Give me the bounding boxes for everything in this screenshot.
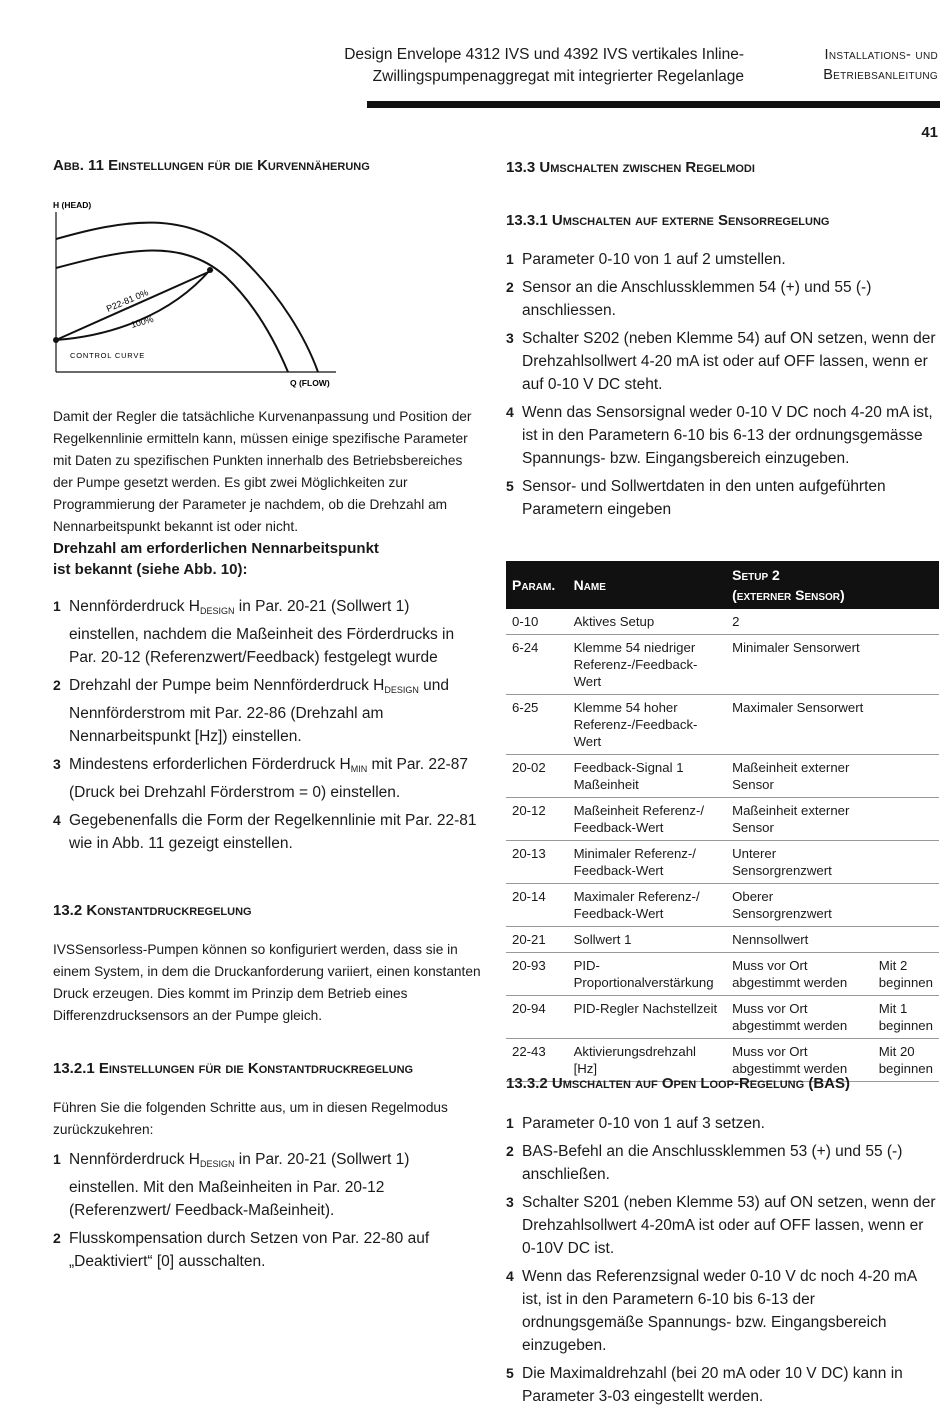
external-sensor-steps xyxy=(506,248,938,526)
table-cell xyxy=(873,841,939,884)
label-100: 100% xyxy=(129,313,155,330)
column-header-param: Param. xyxy=(506,561,568,609)
open-loop-steps xyxy=(506,1112,938,1413)
list-item: 1 Nennförderdruck $H_{DESIGN}$ in Par. 20-21 (Sollwert 1) einstellen. Mit den Maßeinheiten in Par. 20-12 (Referenzwert/ Feedback-Maßeinheit). xyxy=(53,1151,410,1219)
section-13-3-1-heading: 13.3.1 Umschalten auf externe Sensorregelung xyxy=(506,212,830,229)
table-cell: Mit 20 beginnen xyxy=(873,1039,939,1082)
table-cell: Unterer Sensorgrenzwert xyxy=(726,841,873,884)
table-cell: Maximaler Sensorwert xyxy=(726,695,873,755)
label-p22: P22-81 0% xyxy=(104,287,150,314)
list-item: 1 Parameter 0-10 von 1 auf 3 setzen. xyxy=(506,1115,765,1132)
section-13-2-1-text: Führen Sie die folgenden Schritte aus, um in diesen Regelmodus zurückzukehren: xyxy=(53,1100,448,1137)
section-13-3-heading: 13.3 Umschalten zwischen Regelmodi xyxy=(506,159,755,176)
list-item: 2 Sensor an die Anschlussklemmen 54 (+) und 55 (-) anschliessen. xyxy=(506,279,872,319)
table-row xyxy=(506,996,939,1039)
table-row xyxy=(506,609,939,635)
table-cell: 20-12 xyxy=(506,798,568,841)
column-header-note xyxy=(873,561,939,609)
table-cell: 0-10 xyxy=(506,609,568,635)
table-cell xyxy=(873,755,939,798)
x-axis-label: Q (FLOW) xyxy=(290,378,330,388)
table-cell: Feedback-Signal 1 Maßeinheit xyxy=(568,755,727,798)
table-cell: Klemme 54 hoher Referenz-/Feedback-Wert xyxy=(568,695,727,755)
table-cell: Sollwert 1 xyxy=(568,927,727,953)
list-item: 4 Wenn das Referenzsignal weder 0-10 V dc noch 4-20 mA ist, ist in den Parametern 6-10 bis 6-13 der ordnungsgemäße Spannungs- bzw. Eingangsbereich einzugeben. xyxy=(506,1268,917,1354)
table-cell: 20-02 xyxy=(506,755,568,798)
table-cell: Nennsollwert xyxy=(726,927,873,953)
list-item: 3 Mindestens erforderlichen Förderdruck $H_{MIN}$ mit Par. 22-87 (Druck bei Drehzahl Förderstrom = 0) einstellen. xyxy=(53,756,468,801)
list-item: 1 Parameter 0-10 von 1 auf 2 umstellen. xyxy=(506,251,786,268)
table-cell xyxy=(873,798,939,841)
table-cell: 20-94 xyxy=(506,996,568,1039)
table-cell: Aktives Setup xyxy=(568,609,727,635)
list-item: 4 Wenn das Sensorsignal weder 0-10 V DC noch 4-20 mA ist, ist in den Parametern 6-10 bis 6-13 der ordnungsgemässe Spannungs- bzw. Eingangsbereich einzugeben. xyxy=(506,404,933,467)
table-cell: Minimaler Referenz-/ Feedback-Wert xyxy=(568,841,727,884)
design-point xyxy=(207,267,213,273)
table-cell: Muss vor Ort abgestimmt werden xyxy=(726,1039,873,1082)
table-cell xyxy=(873,609,939,635)
table-cell: 22-43 xyxy=(506,1039,568,1082)
table-cell: 2 xyxy=(726,609,873,635)
constant-pressure-steps xyxy=(53,1148,481,1278)
table-cell: Minimaler Sensorwert xyxy=(726,635,873,695)
table-cell: PID-Proportionalverstärkung xyxy=(568,953,727,996)
control-line-0 xyxy=(56,270,213,340)
list-item: 3 Schalter S201 (neben Klemme 53) auf ON setzen, wenn der Drehzahlsollwert 4-20mA ist oder auf OFF lassen, wenn er 0-10V DC ist. xyxy=(506,1194,936,1257)
column-header-setup2: Setup 2 (externer Sensor) xyxy=(726,561,873,609)
section-13-2-text: IVSSensorless-Pumpen können so konfiguriert werden, dass sie in einem System, in dem die Druckanforderung variiert, einen konstanten Druck erzeugen. Dies kommt im Prinzip dem Betrieb eines Differenzdrucksensors an der Pumpe gleich. xyxy=(53,942,481,1023)
origin-point xyxy=(53,337,59,343)
table-cell: Maximaler Referenz-/ Feedback-Wert xyxy=(568,884,727,927)
table-cell: Muss vor Ort abgestimmt werden xyxy=(726,996,873,1039)
table-cell xyxy=(873,695,939,755)
table-cell xyxy=(873,927,939,953)
table-cell: 6-25 xyxy=(506,695,568,755)
table-row xyxy=(506,884,939,927)
figure-caption: Abb. 11 Einstellungen für die Kurvennäherung xyxy=(53,157,370,174)
table-row xyxy=(506,635,939,695)
table-cell: 6-24 xyxy=(506,635,568,695)
table-cell: 20-93 xyxy=(506,953,568,996)
table-cell: Oberer Sensorgrenzwert xyxy=(726,884,873,927)
list-item: 2 Drehzahl der Pumpe beim Nennförderdruck $H_{DESIGN}$ und Nennförderstrom mit Par. 22-86 (Drehzahl am Nennarbeitspunkt [Hz]) einstellen. xyxy=(53,677,450,745)
list-item: 2 Flusskompensation durch Setzen von Par. 22-80 auf „Deaktiviert“ [0] ausschalten. xyxy=(53,1230,430,1270)
column-header-name: Name xyxy=(568,561,727,609)
table-header-row xyxy=(506,561,939,609)
table-row xyxy=(506,841,939,884)
table-cell xyxy=(873,635,939,695)
table-row xyxy=(506,927,939,953)
table-cell: Muss vor Ort abgestimmt werden xyxy=(726,953,873,996)
table-cell: Klemme 54 niedriger Referenz-/Feedback-Wert xyxy=(568,635,727,695)
intro-paragraph: Damit der Regler die tatsächliche Kurvenanpassung und Position der Regelkennlinie ermitteln kann, müssen einige spezifische Parameter mit Daten zu spezifischen Punkten innerhalb des Betriebsbereiches der Pumpe gesetzt werden. Es gibt zwei Möglichkeiten zur Programmierung der Parameter je nachdem, ob die Drehzahl am Nennarbeitspunkt bekannt ist oder nicht. xyxy=(53,409,472,534)
curve-diagram xyxy=(50,196,350,392)
table-cell: Maßeinheit externer Sensor xyxy=(726,798,873,841)
table-cell: 20-13 xyxy=(506,841,568,884)
header-rule xyxy=(367,101,940,108)
table-cell: 20-14 xyxy=(506,884,568,927)
document-title: Design Envelope 4312 IVS und 4392 IVS vertikales Inline- Zwillingspumpenaggregat mit integrierter Regelanlage xyxy=(344,46,744,85)
table-cell: Maßeinheit Referenz-/ Feedback-Wert xyxy=(568,798,727,841)
label-control-curve: CONTROL CURVE xyxy=(70,351,145,360)
list-item: 1 Nennförderdruck $H_{DESIGN}$ in Par. 20-21 (Sollwert 1) einstellen, nachdem die Maßeinheit des Förderdrucks in Par. 20-12 (Referenzwert/Feedback) festgelegt wurde xyxy=(53,598,455,666)
section-13-3-2-heading: 13.3.2 Umschalten auf Open Loop-Regelung (BAS) xyxy=(506,1075,850,1092)
table-cell: Aktivierungsdrehzahl [Hz] xyxy=(568,1039,727,1082)
table-cell: PID-Regler Nachstellzeit xyxy=(568,996,727,1039)
table-row xyxy=(506,695,939,755)
table-cell: Maßeinheit externer Sensor xyxy=(726,755,873,798)
document-type: Installations- und Betriebsanleitung xyxy=(823,47,938,83)
page-number: 41 xyxy=(921,124,938,141)
table-row xyxy=(506,798,939,841)
parameter-table xyxy=(506,561,939,1082)
list-item: 2 BAS-Befehl an die Anschlussklemmen 53 (+) und 55 (-) anschließen. xyxy=(506,1143,903,1183)
table-body xyxy=(506,609,939,1082)
section-13-2-heading: 13.2 Konstantdruckregelung xyxy=(53,902,252,919)
table-row xyxy=(506,755,939,798)
list-item: 3 Schalter S202 (neben Klemme 54) auf ON setzen, wenn der Drehzahlsollwert 4-20 mA ist oder auf OFF lassen, wenn er auf 0-10 V DC steht. xyxy=(506,330,936,393)
speed-known-heading: Drehzahl am erforderlichen Nennarbeitspunkt ist bekannt (siehe Abb. 10): xyxy=(53,540,379,578)
list-item: 5 Sensor- und Sollwertdaten in den unten aufgeführten Parametern eingeben xyxy=(506,478,886,518)
y-axis-label: H (HEAD) xyxy=(53,200,92,210)
table-cell: Mit 1 beginnen xyxy=(873,996,939,1039)
table-row xyxy=(506,953,939,996)
list-item: 4 Gegebenenfalls die Form der Regelkennlinie mit Par. 22-81 wie in Abb. 11 gezeigt einstellen. xyxy=(53,812,477,852)
table-cell: 20-21 xyxy=(506,927,568,953)
section-13-2-1-heading: 13.2.1 Einstellungen für die Konstantdruckregelung xyxy=(53,1060,414,1077)
table-cell: Mit 2 beginnen xyxy=(873,953,939,996)
speed-known-steps xyxy=(53,595,481,860)
table-cell xyxy=(873,884,939,927)
list-item: 5 Die Maximaldrehzahl (bei 20 mA oder 10 V DC) kann in Parameter 3-03 eingestellt werden. xyxy=(506,1365,903,1405)
